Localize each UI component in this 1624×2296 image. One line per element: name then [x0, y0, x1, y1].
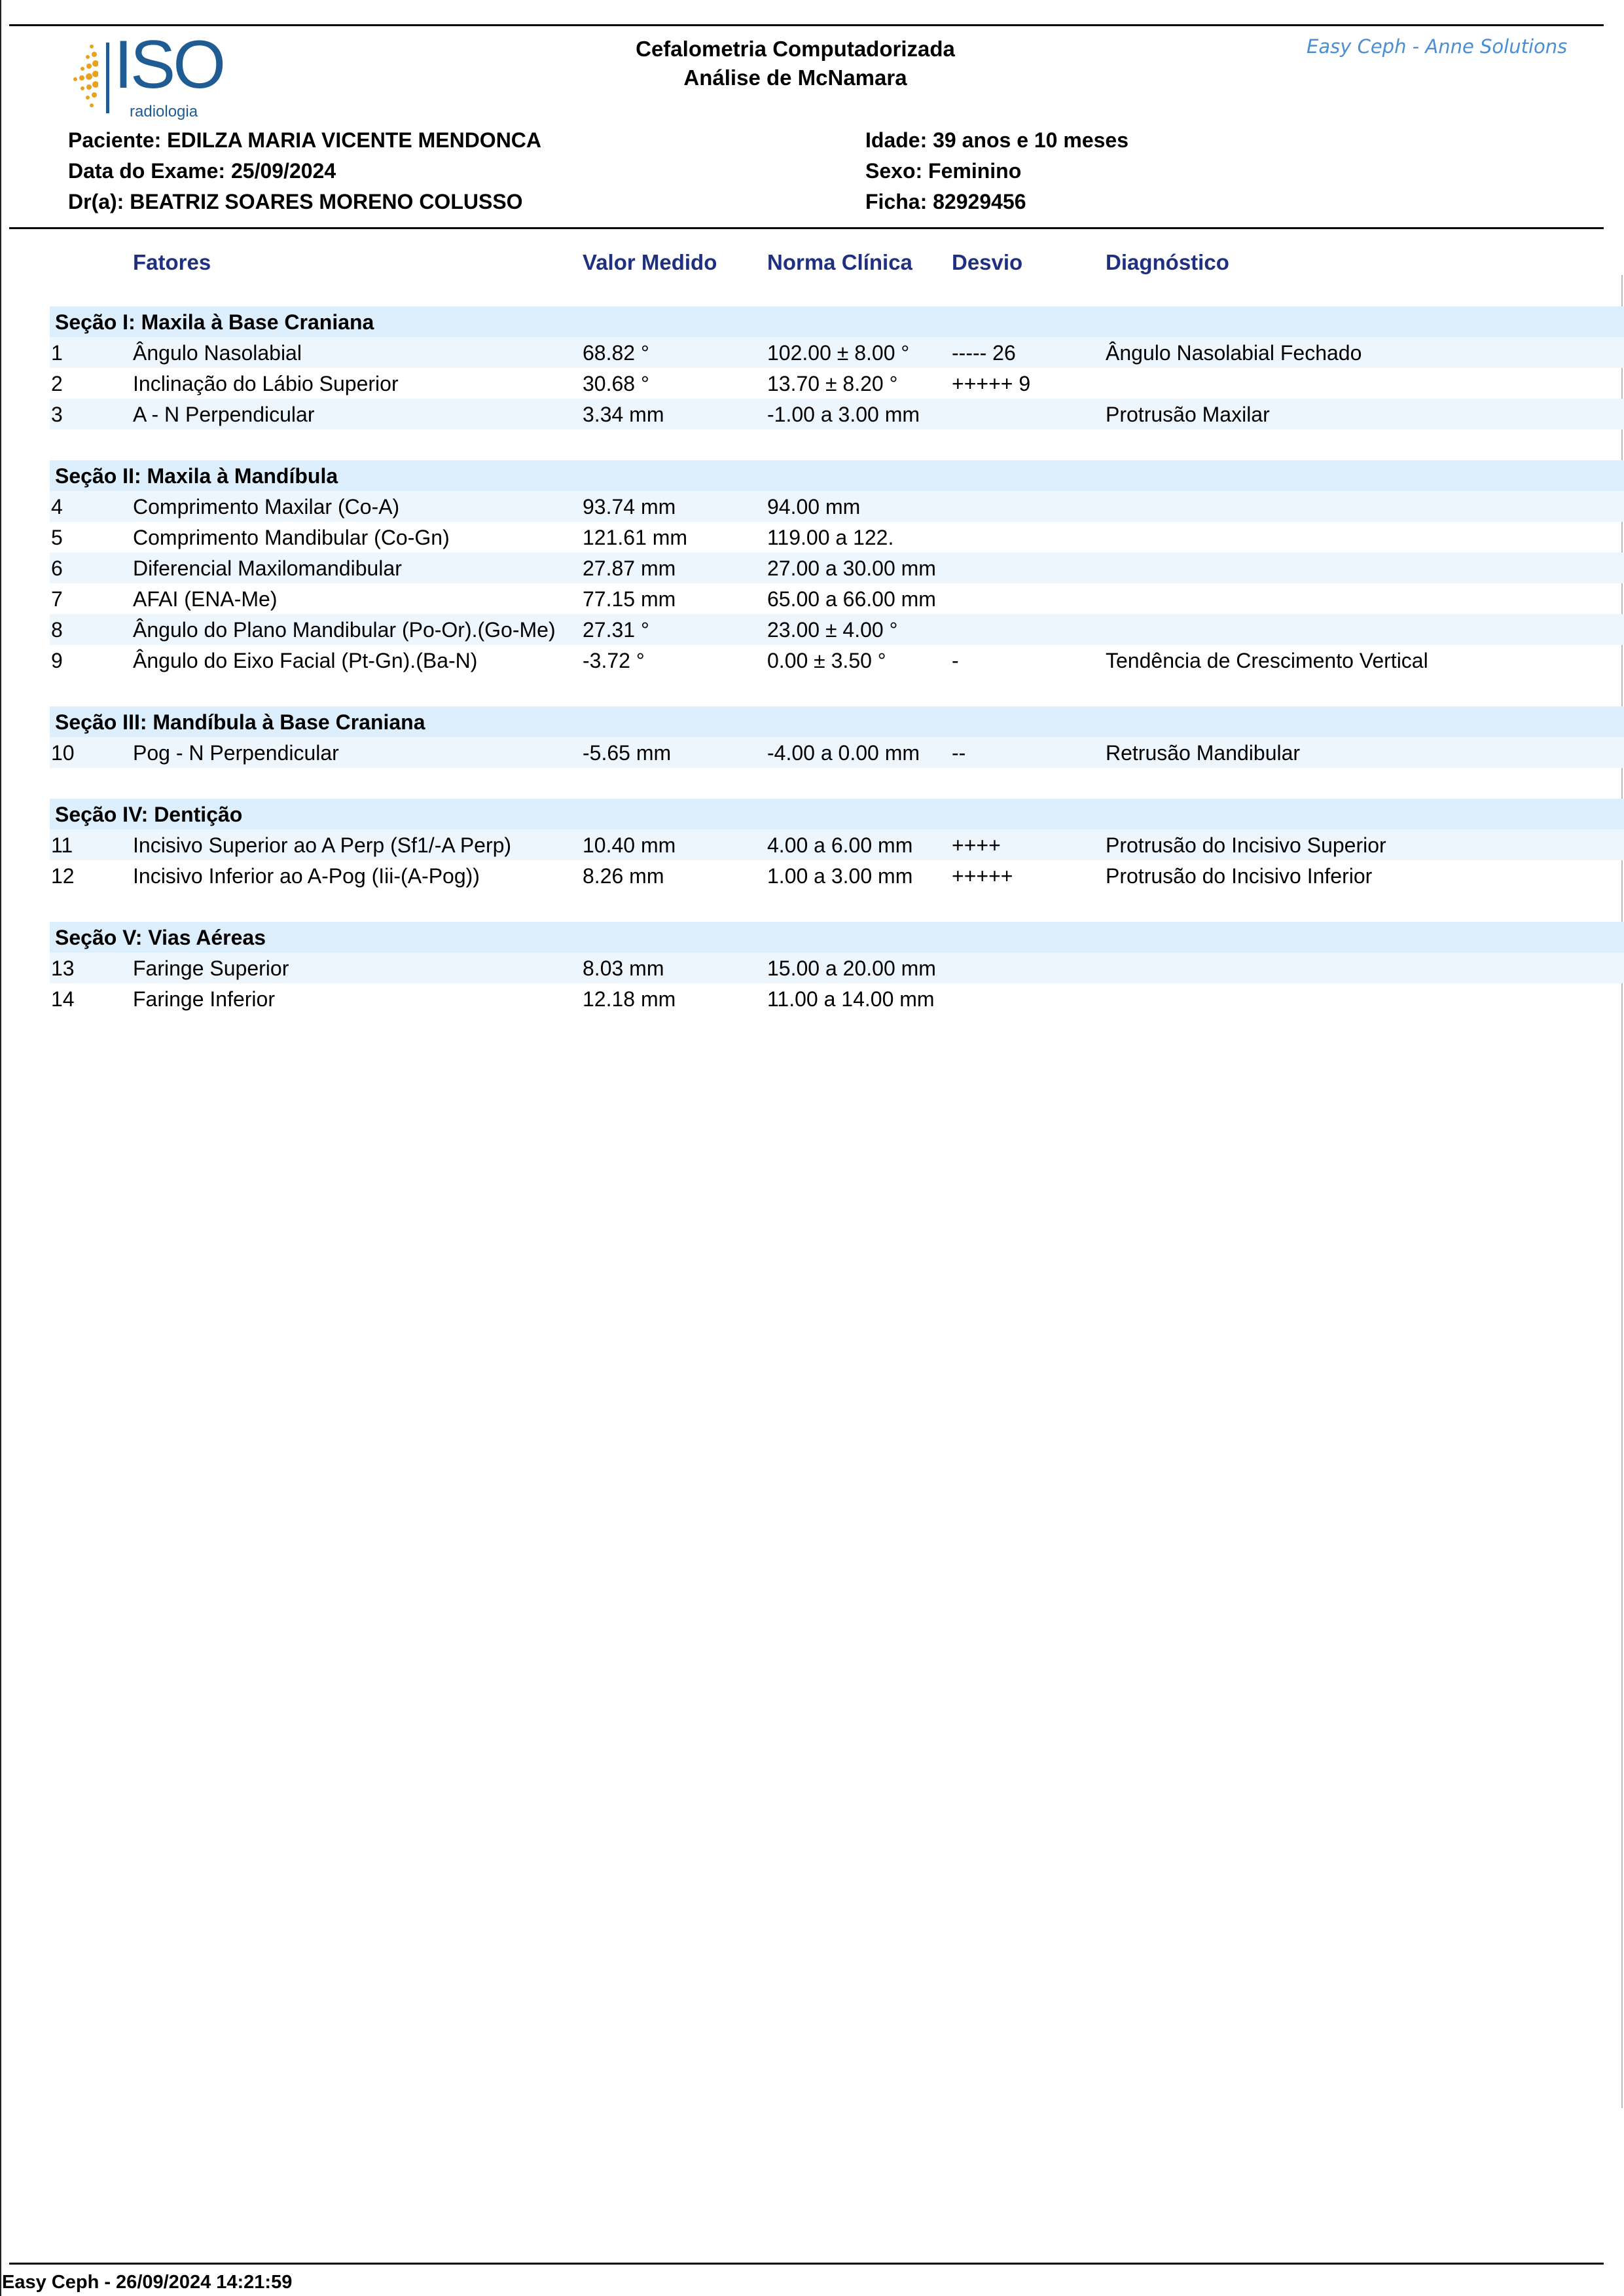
table-row [50, 399, 1624, 429]
row-diagnosis: Protrusão do Incisivo Superior [1106, 833, 1386, 857]
row-factor: AFAI (ENA-Me) [133, 587, 278, 611]
row-factor: Pog - N Perpendicular [133, 741, 339, 765]
row-norm: 11.00 a 14.00 mm [767, 987, 935, 1011]
row-diagnosis: Protrusão Maxilar [1106, 403, 1270, 426]
row-deviation: +++++ [952, 864, 1013, 888]
row-number: 6 [51, 556, 63, 580]
row-measured: 93.74 mm [583, 495, 676, 519]
row-deviation: ++++ [952, 833, 1001, 857]
row-diagnosis: Protrusão do Incisivo Inferior [1106, 864, 1373, 888]
row-factor: Faringe Superior [133, 957, 289, 980]
row-deviation: ----- 26 [952, 341, 1016, 365]
record-number: Ficha: 82929456 [865, 190, 1026, 213]
section-header [50, 306, 1624, 337]
patient-name: Paciente: EDILZA MARIA VICENTE MENDONCA [68, 128, 542, 152]
row-factor: Diferencial Maxilomandibular [133, 556, 402, 580]
table-row [50, 953, 1624, 983]
row-norm: -4.00 a 0.00 mm [767, 741, 920, 765]
row-measured: 121.61 mm [583, 526, 688, 549]
brand-label: Easy Ceph - Anne Solutions [1307, 35, 1568, 58]
table-row [50, 860, 1624, 891]
row-number: 3 [51, 403, 63, 426]
row-factor: A - N Perpendicular [133, 403, 315, 426]
row-diagnosis: Tendência de Crescimento Vertical [1106, 649, 1428, 672]
row-number: 12 [51, 864, 75, 888]
report-title: Cefalometria Computadorizada [636, 37, 955, 61]
row-measured: 77.15 mm [583, 587, 676, 611]
table-row [50, 645, 1624, 676]
patient-age: Idade: 39 anos e 10 meses [865, 128, 1128, 152]
doctor-name: Dr(a): BEATRIZ SOARES MORENO COLUSSO [68, 190, 523, 213]
table-row [50, 737, 1624, 768]
row-measured: -5.65 mm [583, 741, 672, 765]
footer-timestamp: Easy Ceph - 26/09/2024 14:21:59 [2, 2272, 293, 2293]
row-measured: 3.34 mm [583, 403, 664, 426]
logo-bar [106, 43, 109, 113]
row-factor: Ângulo Nasolabial [133, 341, 302, 365]
logo-dots-icon [65, 41, 98, 113]
exam-date: Data do Exame: 25/09/2024 [68, 159, 336, 183]
page-border-left [0, 0, 1, 2296]
row-measured: 8.03 mm [583, 957, 664, 980]
column-norm: Norma Clínica [767, 250, 912, 274]
row-norm: 65.00 a 66.00 mm [767, 587, 936, 611]
row-measured: 27.87 mm [583, 556, 676, 580]
iso-logo [65, 27, 224, 121]
section-title: Seção II: Maxila à Mandíbula [55, 464, 338, 488]
row-measured: 30.68 ° [583, 372, 649, 395]
row-norm: 4.00 a 6.00 mm [767, 833, 913, 857]
row-deviation: -- [952, 741, 966, 765]
row-norm: 94.00 mm [767, 495, 861, 519]
patient-sex: Sexo: Feminino [865, 159, 1022, 183]
footer-rule [9, 2263, 1604, 2265]
row-number: 11 [51, 833, 73, 857]
table-row [50, 368, 1624, 399]
column-measured: Valor Medido [583, 250, 717, 274]
row-factor: Comprimento Mandibular (Co-Gn) [133, 526, 450, 549]
row-deviation: +++++ 9 [952, 372, 1031, 395]
row-norm: 119.00 a 122. [767, 526, 894, 549]
table-row [50, 583, 1624, 614]
row-measured: -3.72 ° [583, 649, 645, 672]
table-row [50, 491, 1624, 522]
table-row [50, 829, 1624, 860]
row-deviation: - [952, 649, 959, 672]
row-factor: Comprimento Maxilar (Co-A) [133, 495, 400, 519]
row-factor: Incisivo Inferior ao A-Pog (Iii-(A-Pog)) [133, 864, 480, 888]
row-norm: 23.00 ± 4.00 ° [767, 618, 898, 642]
section-title: Seção V: Vias Aéreas [55, 926, 266, 949]
section-header [50, 706, 1624, 737]
row-norm: 0.00 ± 3.50 ° [767, 649, 886, 672]
column-diagnosis: Diagnóstico [1106, 250, 1229, 274]
section-header [50, 460, 1624, 491]
row-number: 4 [51, 495, 63, 519]
column-factors: Fatores [133, 250, 211, 274]
row-number: 8 [51, 618, 63, 642]
row-norm: 102.00 ± 8.00 ° [767, 341, 910, 365]
row-number: 2 [51, 372, 63, 395]
column-deviation: Desvio [952, 250, 1023, 274]
row-measured: 12.18 mm [583, 987, 676, 1011]
row-number: 9 [51, 649, 63, 672]
row-norm: 13.70 ± 8.20 ° [767, 372, 898, 395]
row-number: 7 [51, 587, 63, 611]
table-row [50, 553, 1624, 583]
logo-subtitle: radiologia [130, 103, 198, 120]
row-number: 14 [51, 987, 75, 1011]
report-subtitle: Análise de McNamara [683, 65, 907, 90]
row-measured: 10.40 mm [583, 833, 676, 857]
row-measured: 27.31 ° [583, 618, 649, 642]
section-header [50, 799, 1624, 829]
row-norm: 27.00 a 30.00 mm [767, 556, 936, 580]
section-title: Seção IV: Dentição [55, 803, 243, 826]
section-title: Seção III: Mandíbula à Base Craniana [55, 710, 425, 734]
row-factor: Ângulo do Plano Mandibular (Po-Or).(Go-Me) [133, 618, 556, 642]
table-row [50, 522, 1624, 553]
table-row [50, 983, 1624, 1014]
table-row [50, 614, 1624, 645]
section-header [50, 922, 1624, 953]
logo-text: ISO [114, 27, 224, 103]
row-factor: Inclinação do Lábio Superior [133, 372, 399, 395]
row-factor: Incisivo Superior ao A Perp (Sf1/-A Perp) [133, 833, 512, 857]
top-rule [9, 24, 1604, 26]
row-diagnosis: Ângulo Nasolabial Fechado [1106, 341, 1362, 365]
row-number: 13 [51, 957, 75, 980]
row-measured: 8.26 mm [583, 864, 664, 888]
row-number: 1 [51, 341, 63, 365]
row-number: 10 [51, 741, 75, 765]
row-factor: Ângulo do Eixo Facial (Pt-Gn).(Ba-N) [133, 649, 478, 672]
row-norm: 1.00 a 3.00 mm [767, 864, 913, 888]
table-row [50, 337, 1624, 368]
row-diagnosis: Retrusão Mandibular [1106, 741, 1301, 765]
row-norm: -1.00 a 3.00 mm [767, 403, 920, 426]
row-number: 5 [51, 526, 63, 549]
row-norm: 15.00 a 20.00 mm [767, 957, 936, 980]
row-measured: 68.82 ° [583, 341, 649, 365]
row-factor: Faringe Inferior [133, 987, 275, 1011]
section-title: Seção I: Maxila à Base Craniana [55, 310, 374, 334]
header-rule [9, 227, 1604, 229]
